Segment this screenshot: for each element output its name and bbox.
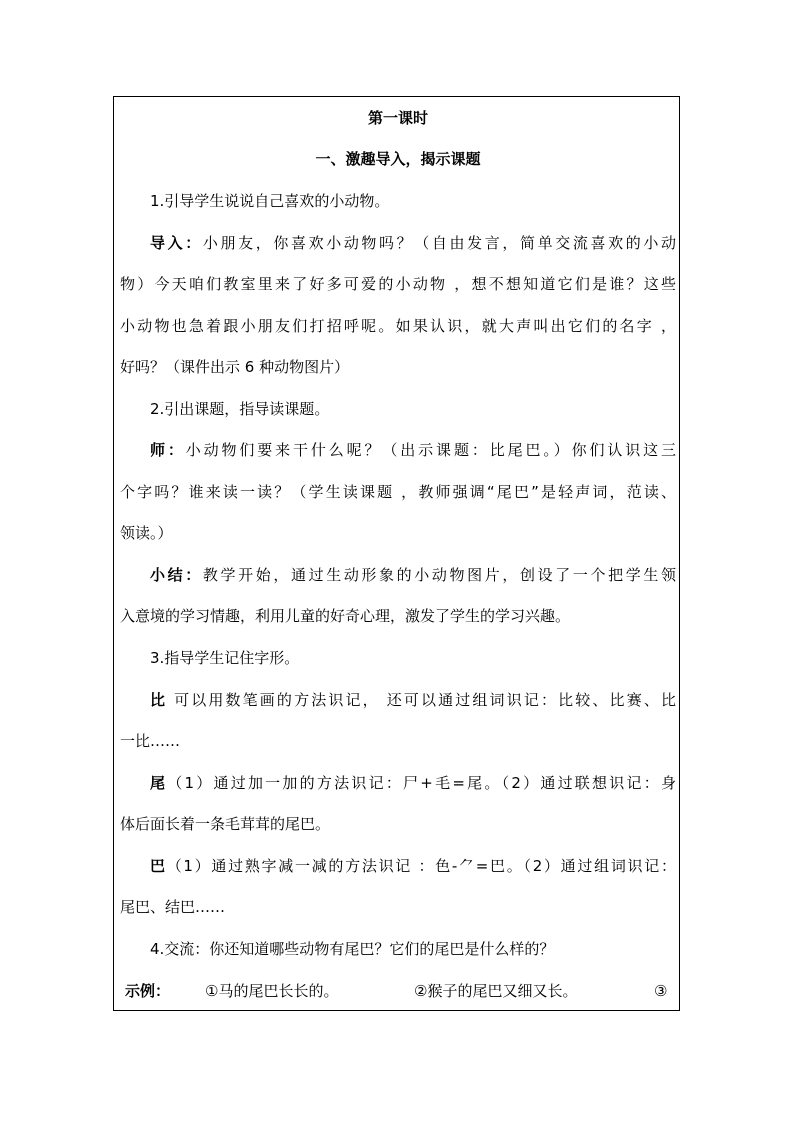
label-wei: 尾 (150, 774, 168, 792)
paragraph-line: 尾巴、结巴…… (120, 898, 226, 916)
lesson-title: 第一课时 (367, 109, 428, 127)
paragraph-line: 领读。） (120, 524, 173, 542)
paragraph-line: 2.引出课题，指导读课题。 (150, 400, 330, 418)
section-title: 一、激趣导入，揭示课题 (315, 150, 481, 168)
label-ba: 巴 (150, 857, 167, 875)
example-item: ②猴子的尾巴又细又长。 (414, 982, 578, 1000)
paragraph-line: 一比…… (120, 732, 181, 750)
paragraph-line: 3.指导学生记住字形。 (150, 649, 300, 667)
paragraph-line: 导入：小朋友，你喜欢小动物吗？（自由发言，简单交流喜欢的小动 (150, 234, 676, 252)
paragraph-line: 比 可以用数笔画的方法识记， 还可以通过组词识记：比较、比赛、比 (150, 691, 676, 709)
paragraph-line: 师：小动物们要来干什么呢？（出示课题：比尾巴。）你们认识这三 (150, 441, 676, 459)
label-xiaojie: 小结： (150, 566, 203, 584)
paragraph-line: 1.引导学生说说自己喜欢的小动物。 (150, 192, 390, 210)
paragraph-line: 物）今天咱们教室里来了好多可爱的小动物 ，想不想知道它们是谁？这些 (120, 275, 676, 293)
paragraph-line: 个字吗？谁来读一读？（学生读课题 ，教师强调“尾巴”是轻声词，范读、 (120, 483, 676, 501)
paragraph-line: 巴（1）通过熟字减一减的方法识记 ：色-⺈=巴。（2）通过组词识记： (150, 857, 676, 875)
label-shili: 示例： (125, 982, 171, 1000)
label-daoru: 导入： (150, 234, 203, 252)
label-bi: 比 (150, 691, 168, 709)
paragraph-line: 尾（1）通过加一加的方法识记：尸+毛=尾。（2）通过联想识记：身 (150, 774, 676, 792)
paragraph-line: 体后面长着一条毛茸茸的尾巴。 (120, 815, 331, 833)
example-item: ①马的尾巴长长的。 (205, 982, 339, 1000)
paragraph-line: 4.交流：你还知道哪些动物有尾巴？它们的尾巴是什么样的？ (150, 940, 555, 958)
paragraph-line: 好吗？（课件出示 6 种动物图片） (120, 358, 350, 376)
paragraph-line: 小动物也急着跟小朋友们打招呼呢。如果认识，就大声叫出它们的名字 ， (120, 317, 676, 335)
label-shi: 师： (150, 441, 186, 459)
example-item: ③ (654, 982, 668, 1000)
paragraph-line: 小结：教学开始，通过生动形象的小动物图片，创设了一个把学生领 (150, 566, 676, 584)
paragraph-line: 入意境的学习情趣，利用儿童的好奇心理，激发了学生的学习兴趣。 (120, 607, 571, 625)
